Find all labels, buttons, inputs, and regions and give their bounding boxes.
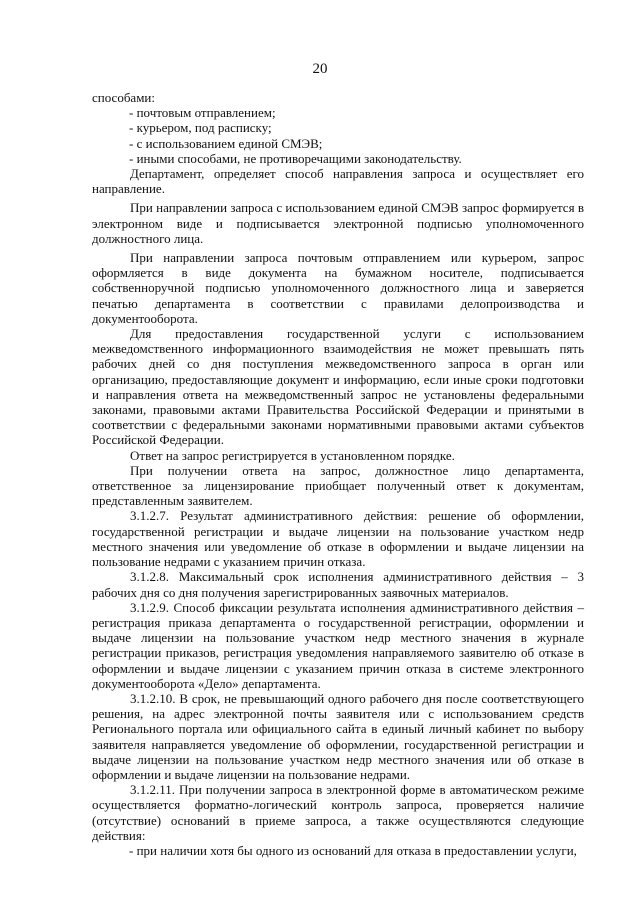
list-item: - курьером, под расписку;	[129, 120, 272, 136]
paragraph: При получении ответа на запрос, должностное лицо департамента, ответственное за лицензирование приобщает полученный ответ к документам, представленным заявителем.	[92, 462, 584, 509]
paragraph: Для предоставления государственной услуги с использованием межведомственного информационного взаимодействия не может превышать пять рабочих дней со дня поступления межведомственного запроса в орган или организацию, предоставляющие документ и информацию, если иные сроки подготовки и направления ответа на межведомственный запрос не установлены федеральными законами, правовыми актами Правительства Российской Федерации и принятыми в соответствии с федеральными законами нормативными правовыми актами субъектов Российской Федерации.	[92, 326, 584, 448]
page-number: 20	[312, 61, 328, 77]
document-body	[92, 90, 584, 858]
list-item: - иными способами, не противоречащими законодательству.	[129, 150, 462, 166]
list-item: - с использованием единой СМЭВ;	[129, 135, 323, 151]
list-item: - почтовым отправлением;	[129, 105, 276, 121]
paragraph: Департамент, определяет способ направления запроса и осуществляет его направление.	[92, 166, 584, 197]
paragraph: 3.1.2.9. Способ фиксации результата исполнения административного действия – регистрация приказа департамента о государственной регистрации, оформлении и выдаче лицензии на пользование участком недр местного значения в журнале регистрации приказов, регистрация уведомления направляемого заявителю об отказе в оформлении и выдаче лицензии с указанием причин отказа в системе электронного документооборота «Дело» департамента.	[92, 599, 584, 691]
paragraph: При направлении запроса почтовым отправлением или курьером, запрос оформляется в виде документа на бумажном носителе, подписывается собственноручной подписью уполномоченного должностного лица и заверяется печатью департамента в соответствии с правилами делопроизводства и документооборота.	[92, 250, 584, 326]
paragraph: способами:	[92, 90, 156, 105]
list-item: - при наличии хотя бы одного из оснований для отказа в предоставлении услуги,	[129, 842, 577, 858]
paragraph: 3.1.2.10. В срок, не превышающий одного рабочего дня после соответствующего решения, на адрес электронной почты заявителя или с использованием средств Регионального портала или официального сайта в единый личный кабинет по выбору заявителя направляется уведомление об оформлении, государственной регистрации и выдаче лицензии на пользование участком недр местного значения или об отказе в оформлении и выдаче лицензии на пользование недрами.	[92, 690, 584, 782]
paragraph: 3.1.2.8. Максимальный срок исполнения административного действия – 3 рабочих дня со дня получения зарегистрированных заявочных материалов.	[92, 569, 584, 600]
paragraph: 3.1.2.11. При получении запроса в электронной форме в автоматическом режиме осуществляется форматно-логический контроль запроса, проверяется наличие (отсутствие) оснований в приеме запроса, а также осуществляются следующие действия:	[92, 782, 584, 843]
paragraph: При направлении запроса с использованием единой СМЭВ запрос формируется в электронном виде и подписывается электронной подписью уполномоченного должностного лица.	[92, 200, 584, 246]
paragraph: 3.1.2.7. Результат административного действия: решение об оформлении, государственной регистрации и выдаче лицензии на пользование участком недр местного значения или уведомление об отказе в оформлении и выдаче лицензии на пользование недрами с указанием причин отказа.	[92, 508, 584, 570]
paragraph: Ответ на запрос регистрируется в установленном порядке.	[130, 447, 455, 463]
